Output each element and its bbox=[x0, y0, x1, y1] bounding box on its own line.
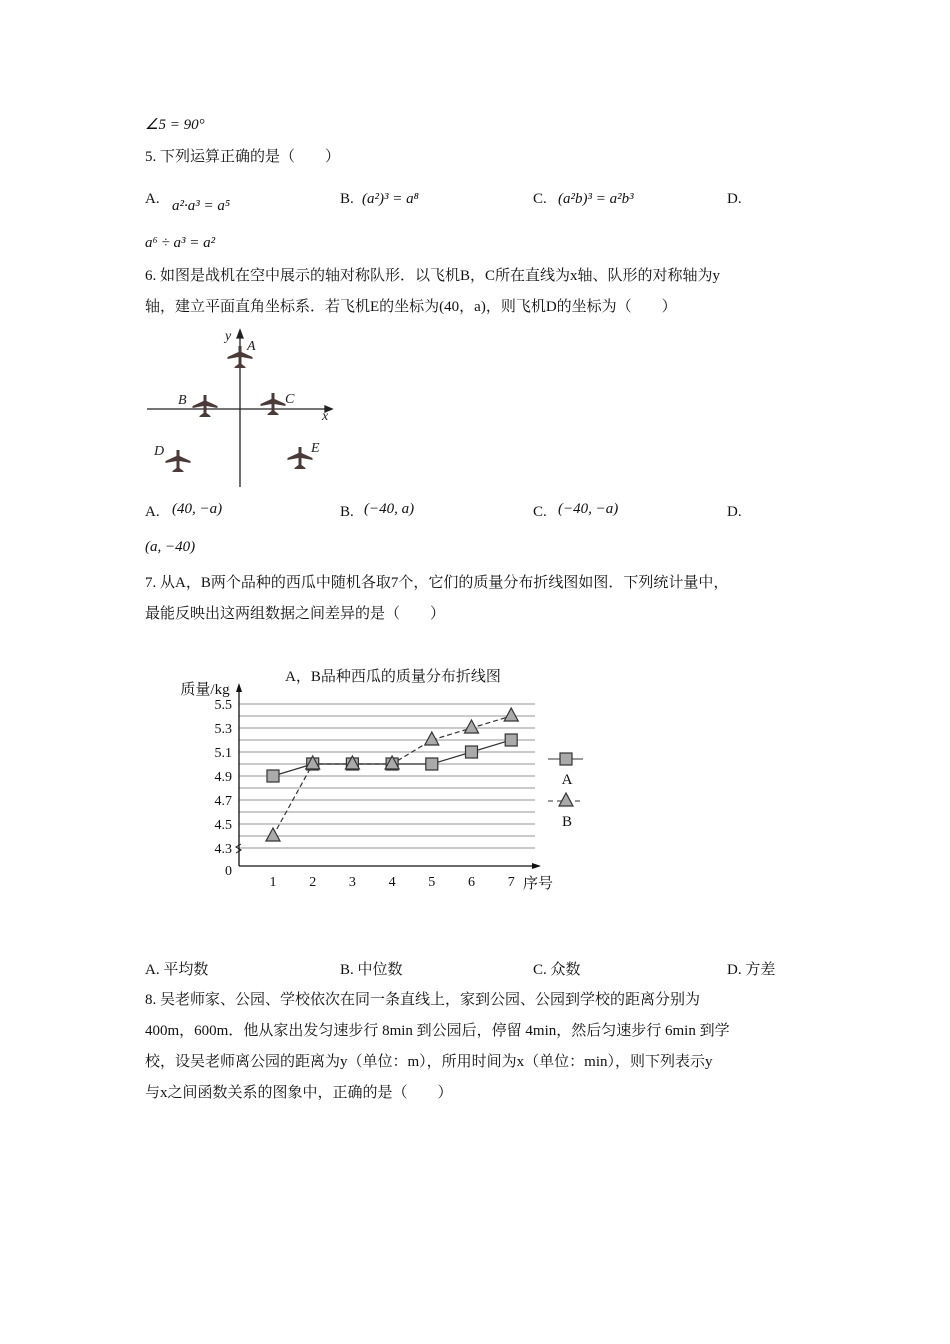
q7-stem-2: 最能反映出这两组数据之间差异的是（ ） bbox=[145, 606, 446, 622]
x-tick-label: 3 bbox=[348, 875, 356, 890]
point-A bbox=[267, 770, 279, 782]
plane-d-icon bbox=[166, 450, 191, 472]
plane-c-icon bbox=[261, 393, 286, 415]
prev-answer-tail: ∠5 = 90° bbox=[145, 117, 205, 133]
q5-option-c-label: C. bbox=[533, 191, 547, 207]
point-B bbox=[266, 828, 280, 841]
x-tick-label: 2 bbox=[309, 875, 317, 890]
y-tick-label: 4.9 bbox=[214, 770, 232, 785]
point-A bbox=[426, 758, 438, 770]
q6-option-c-label: C. bbox=[533, 504, 547, 520]
x-tick-label: 5 bbox=[428, 875, 436, 890]
point-B bbox=[465, 720, 479, 733]
q5-option-a-label: A. bbox=[145, 191, 160, 207]
plane-e-icon bbox=[288, 447, 313, 469]
q7-option-b: B. 中位数 bbox=[340, 962, 403, 978]
q7-stem-1: 7. 从A，B两个品种的西瓜中随机各取7个，它们的质量分布折线图如图．下列统计量中， bbox=[145, 575, 729, 591]
legend-marker-A bbox=[560, 753, 572, 765]
q6-option-c: (−40, −a) bbox=[558, 501, 619, 517]
q8-line-3: 校，设吴老师离公园的距离为y（单位：m），所用时间为x（单位：min），则下列表示y bbox=[145, 1054, 713, 1070]
y-tick-label: 0 bbox=[225, 864, 232, 879]
q5-option-d-label: D. bbox=[727, 191, 742, 207]
y-tick-label: 5.5 bbox=[214, 698, 232, 713]
q5-option-d: a⁶ ÷ a³ = a² bbox=[145, 235, 216, 251]
x-tick-label: 7 bbox=[507, 875, 515, 890]
label-b: B bbox=[178, 393, 187, 408]
legend-label-B: B bbox=[561, 814, 573, 830]
y-tick-label: 4.3 bbox=[214, 842, 232, 857]
watermelon-chart bbox=[180, 668, 583, 892]
q5-option-a: a²·a³ = a⁵ bbox=[172, 198, 231, 214]
label-a: A bbox=[247, 339, 256, 354]
point-A bbox=[466, 746, 478, 758]
chart-y-label: 质量/kg bbox=[180, 682, 230, 698]
y-tick-label: 4.5 bbox=[214, 818, 232, 833]
q6-option-a-label: A. bbox=[145, 504, 160, 520]
q5-stem: 5. 下列运算正确的是（ ） bbox=[145, 149, 341, 165]
q6-option-b-label: B. bbox=[340, 504, 354, 520]
q7-option-a: A. 平均数 bbox=[145, 962, 209, 978]
q8-line-1: 8. 吴老师家、公园、学校依次在同一条直线上，家到公园、公园到学校的距离分别为 bbox=[145, 992, 701, 1008]
point-A bbox=[505, 734, 517, 746]
q5-option-c: (a²b)³ = a²b³ bbox=[558, 191, 634, 207]
q5-option-b: (a²)³ = a⁸ bbox=[362, 191, 419, 207]
label-x: x bbox=[322, 409, 329, 424]
point-B bbox=[504, 708, 518, 721]
q7-option-c: C. 众数 bbox=[533, 962, 581, 978]
x-tick-label: 6 bbox=[468, 875, 475, 890]
y-tick-label: 5.3 bbox=[214, 722, 232, 737]
q5-option-b-label: B. bbox=[340, 191, 354, 207]
q6-stem-2: 轴，建立平面直角坐标系．若飞机E的坐标为(40，a)，则飞机D的坐标为（ ） bbox=[145, 299, 677, 315]
label-y: y bbox=[225, 329, 232, 344]
legend-marker-B bbox=[559, 793, 573, 806]
q8-line-2: 400m，600m．他从家出发匀速步行 8min 到公园后，停留 4min，然后匀速步行 6min 到学 bbox=[145, 1023, 730, 1039]
x-tick-label: 1 bbox=[269, 875, 277, 890]
q6-option-a: (40, −a) bbox=[172, 501, 223, 517]
x-tick-label: 4 bbox=[388, 875, 396, 890]
q6-option-d: (a, −40) bbox=[145, 539, 196, 555]
chart-title: A，B品种西瓜的质量分布折线图 bbox=[285, 669, 501, 685]
label-d: D bbox=[154, 444, 165, 459]
label-c: C bbox=[285, 392, 295, 407]
q8-line-4: 与x之间函数关系的图象中，正确的是（ ） bbox=[145, 1085, 453, 1101]
y-tick-label: 5.1 bbox=[214, 746, 232, 761]
label-e: E bbox=[311, 441, 320, 456]
q6-option-d-label: D. bbox=[727, 504, 742, 520]
plane-b-icon bbox=[193, 395, 218, 417]
q7-option-d: D. 方差 bbox=[727, 962, 776, 978]
y-tick-label: 4.7 bbox=[214, 794, 232, 809]
point-B bbox=[425, 732, 439, 745]
q6-option-b: (−40, a) bbox=[364, 501, 415, 517]
q6-stem-1: 6. 如图是战机在空中展示的轴对称队形．以飞机B，C所在直线为x轴、队形的对称轴为y bbox=[145, 268, 721, 284]
chart-x-label: 序号 bbox=[522, 876, 554, 892]
legend-label-A: A bbox=[561, 772, 573, 788]
